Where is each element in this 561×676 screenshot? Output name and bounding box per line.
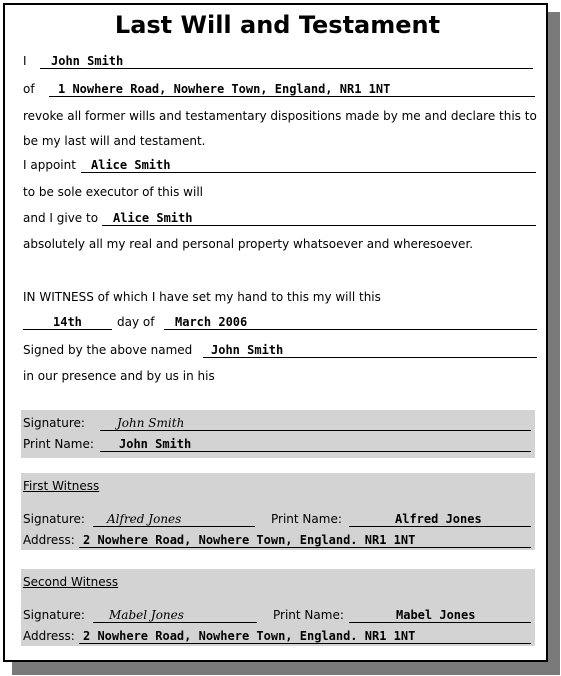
- label-day-of: day of: [117, 315, 155, 329]
- label-address: Address:: [23, 533, 75, 547]
- beneficiary-name: Alice Smith: [113, 211, 193, 225]
- second-witness-print-name: Mabel Jones: [396, 608, 476, 622]
- revoke-text-2: be my last will and testament.: [23, 134, 206, 148]
- testator-signature: John Smith: [117, 416, 185, 430]
- testator-print-name: John Smith: [119, 437, 192, 451]
- second-witness-heading: Second Witness: [23, 575, 119, 589]
- executor-role-text: to be sole executor of this will: [23, 185, 203, 199]
- label-appoint: I appoint: [23, 158, 76, 172]
- witness-text: IN WITNESS of which I have set my hand to this my will this: [23, 290, 381, 304]
- day-value: 14th: [53, 315, 82, 329]
- second-witness-address: 2 Nowhere Road, Nowhere Town, England. NR1 1NT: [83, 629, 416, 643]
- label-i: I: [23, 54, 27, 68]
- label-give: and I give to: [23, 211, 99, 225]
- first-witness-signature: Alfred Jones: [107, 512, 182, 526]
- executor-name: Alice Smith: [91, 158, 171, 172]
- property-text: absolutely all my real and personal property whatsoever and wheresoever.: [23, 237, 474, 251]
- first-witness-heading: First Witness: [23, 479, 100, 493]
- label-print-name: Print Name:: [23, 437, 94, 451]
- page-title: Last Will and Testament: [114, 11, 441, 39]
- label-signature: Signature:: [23, 608, 85, 622]
- testator-address: 1 Nowhere Road, Nowhere Town, England, NR1 1NT: [58, 82, 391, 96]
- first-witness-box: [21, 473, 535, 550]
- testator-signature-box: [21, 410, 535, 458]
- month-year-value: March 2006: [175, 315, 248, 329]
- second-witness-box: [21, 569, 535, 646]
- signed-by-name: John Smith: [211, 343, 284, 357]
- label-signature: Signature:: [23, 512, 85, 526]
- first-witness-print-name: Alfred Jones: [395, 512, 482, 526]
- label-address: Address:: [23, 629, 75, 643]
- label-print-name: Print Name:: [273, 608, 344, 622]
- label-print-name: Print Name:: [271, 512, 342, 526]
- second-witness-signature: Mabel Jones: [109, 608, 184, 622]
- label-signed-by: Signed by the above named: [23, 343, 193, 357]
- will-document: [3, 3, 548, 662]
- first-witness-address: 2 Nowhere Road, Nowhere Town, England. NR1 1NT: [83, 533, 416, 547]
- presence-text: in our presence and by us in his: [23, 369, 215, 383]
- testator-name: John Smith: [51, 54, 124, 68]
- label-of: of: [23, 82, 35, 96]
- label-signature: Signature:: [23, 416, 85, 430]
- revoke-text-1: revoke all former wills and testamentary dispositions made by me and declare this to: [23, 109, 537, 123]
